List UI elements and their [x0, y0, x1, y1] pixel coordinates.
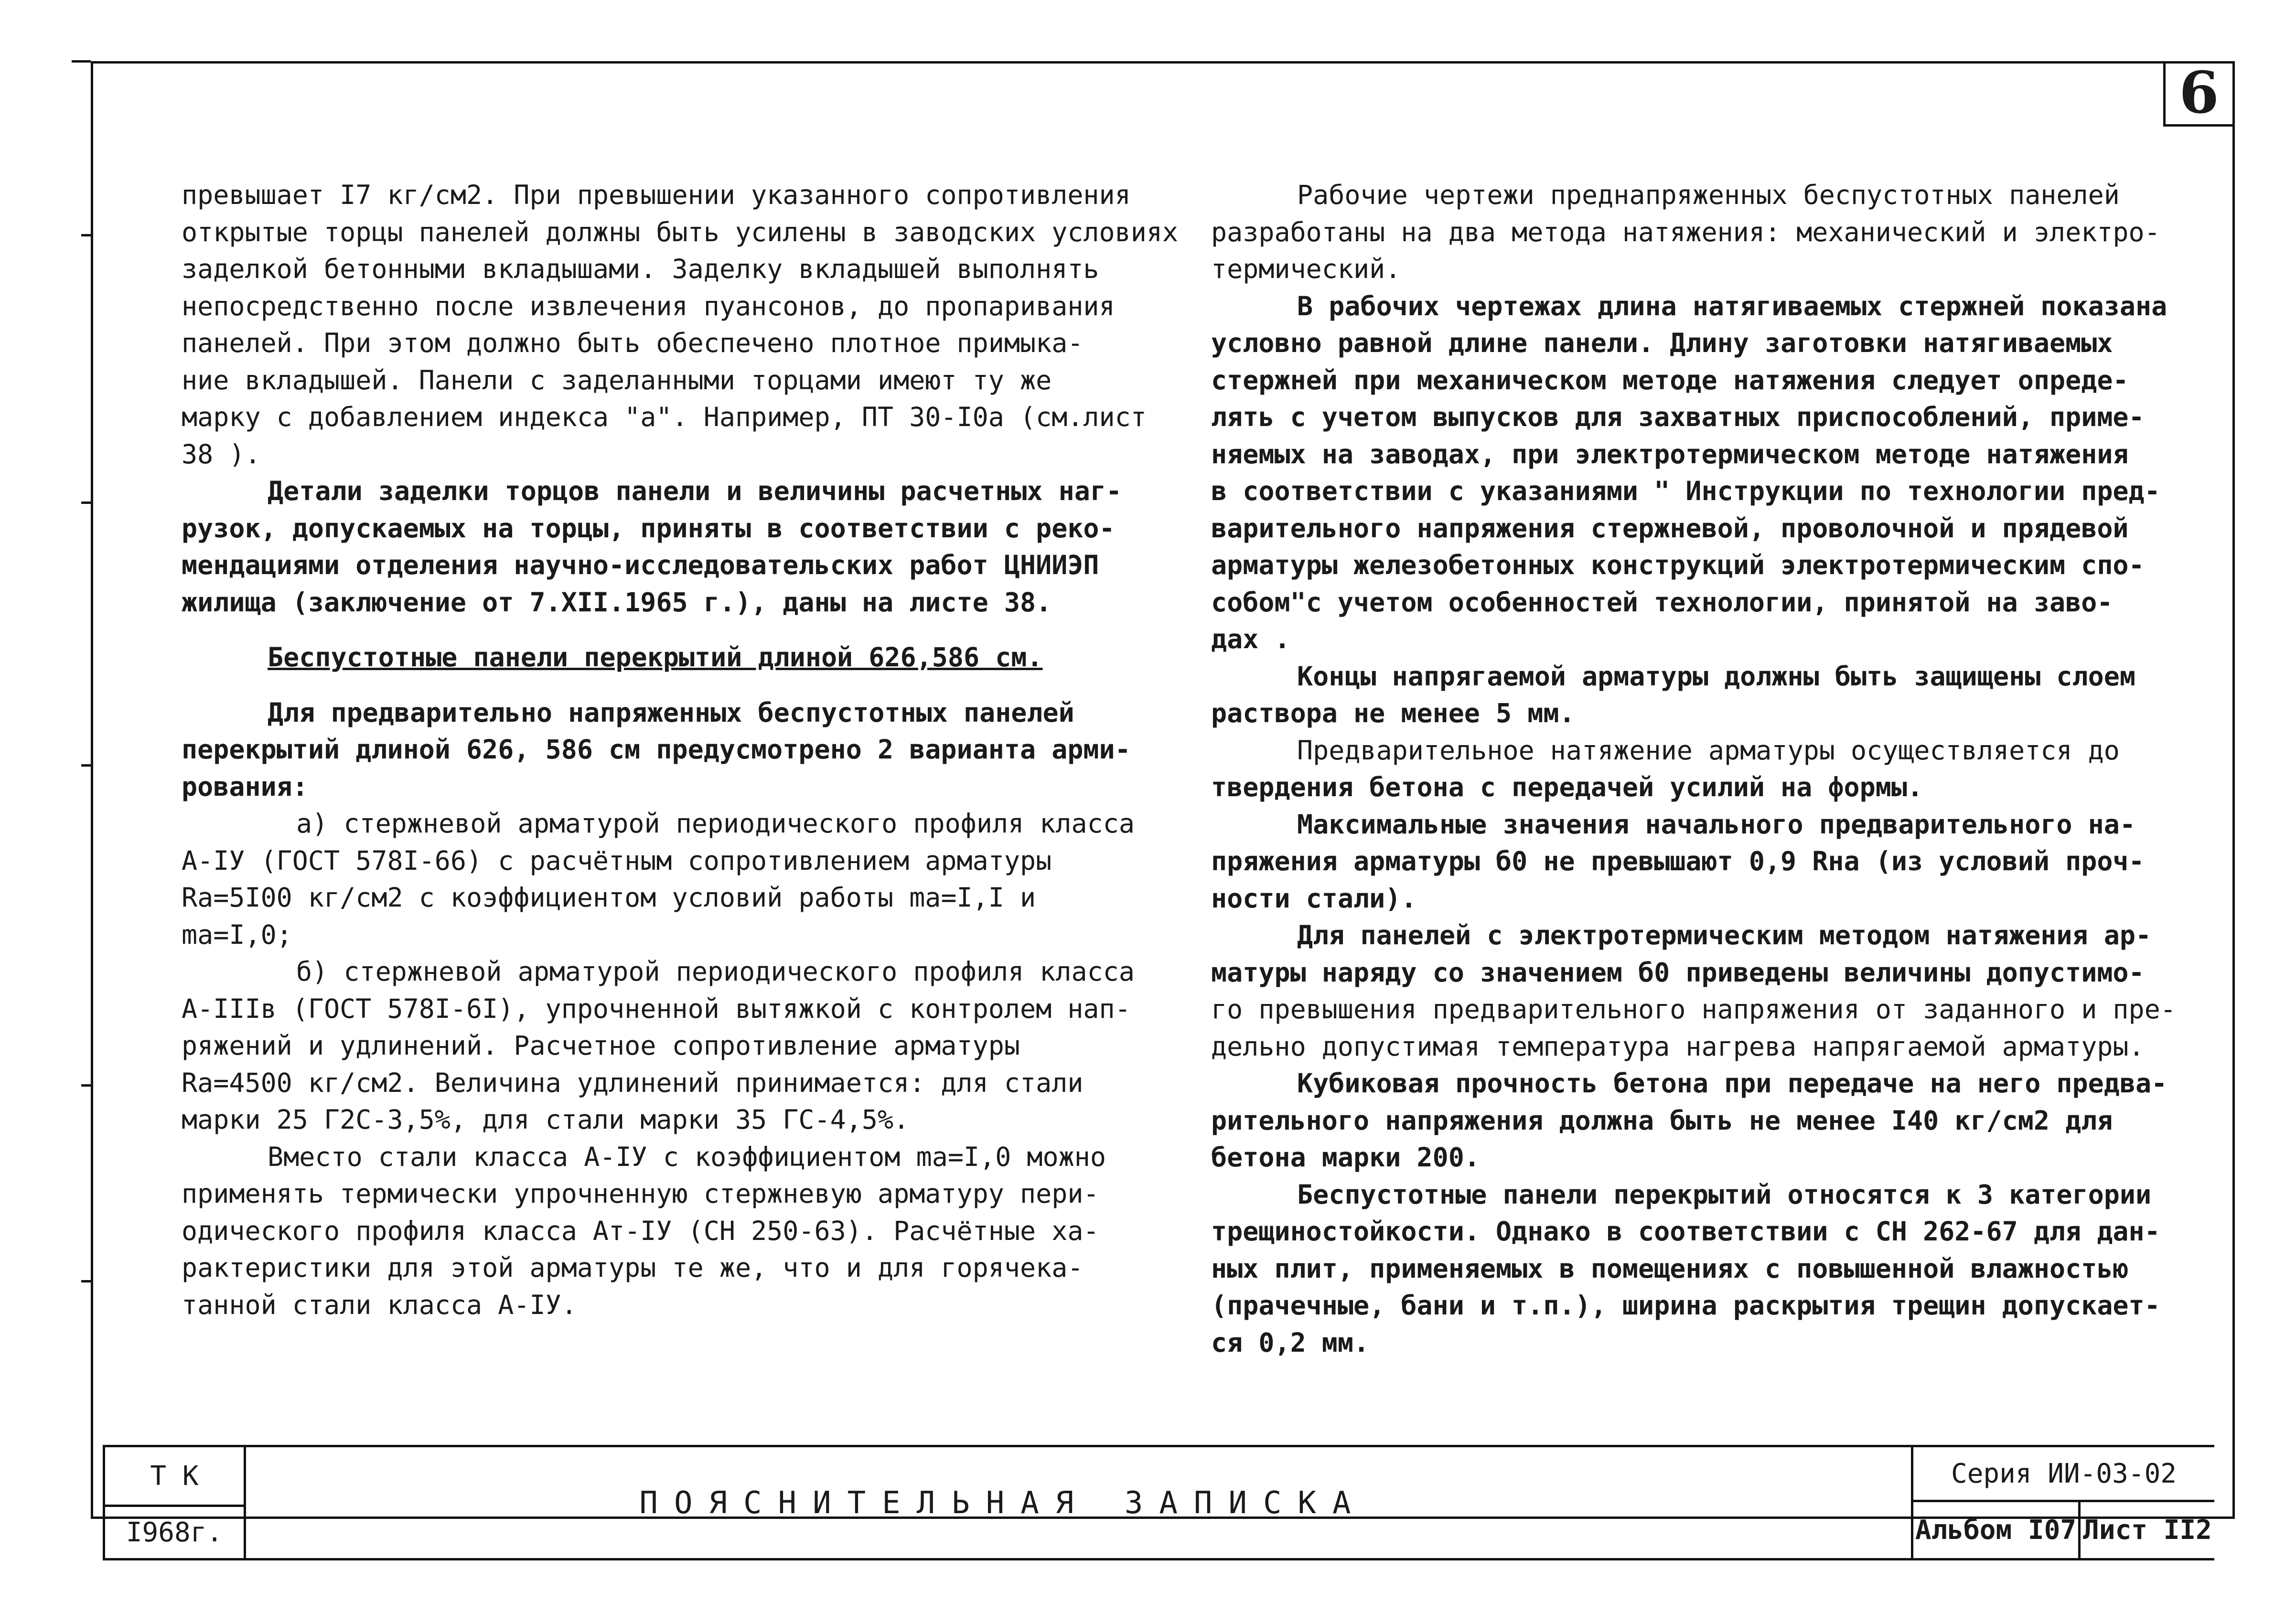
title-block-divider: [244, 1445, 246, 1560]
line-text: Для панелей с электротермическим методом натяжения ар-: [1297, 920, 2152, 951]
line-text: заделкой бетонными вкладышами. Заделку вкладышей выполнять: [182, 254, 1099, 284]
text-line: [1211, 1213, 2190, 1250]
line-text: Максимальные значения начального предварительного на-: [1297, 809, 2135, 840]
text-line: [1211, 325, 2190, 362]
document-title: ПОЯСНИТЕЛЬНАЯ ЗАПИСКА: [639, 1485, 1367, 1521]
line-text: бетона марки 200.: [1211, 1142, 1480, 1173]
line-text: матуры наряду со значением б0 приведены величины допустимо-: [1211, 957, 2145, 988]
line-text: варительного напряжения стержневой, проволочной и прядевой: [1211, 513, 2129, 544]
line-text: Детали заделки торцов панели и величины расчетных наг-: [268, 476, 1122, 506]
text-line: [1211, 362, 2190, 399]
line-text: трещиностойкости. Однако в соответствии с СН 262-67 для дан-: [1211, 1216, 2160, 1247]
text-line: [1211, 769, 2190, 806]
text-line: [182, 1139, 1147, 1176]
line-text: Концы напрягаемой арматуры должны быть защищены слоем: [1297, 661, 2135, 692]
line-text: применять термически упрочненную стержневую арматуру пери-: [182, 1178, 1099, 1209]
line-text: твердения бетона с передачей усилий на формы.: [1211, 772, 1923, 802]
text-line: [1211, 1028, 2190, 1066]
text-line: [1211, 214, 2190, 251]
line-text: 38 ).: [182, 438, 261, 470]
text-line: [182, 436, 1147, 473]
text-line: [182, 214, 1179, 251]
line-text: термический.: [1211, 254, 1401, 284]
text-line: [182, 843, 1147, 880]
line-text: Кубиковая прочность бетона при передаче на него предва-: [1297, 1068, 2167, 1099]
text-line: [182, 991, 1147, 1028]
binding-tick: [81, 502, 92, 504]
line-text: лять с учетом выпусков для захватных приспособлений, приме-: [1211, 402, 2145, 432]
text-line: [1211, 880, 2190, 918]
line-text: одического профиля класса Ат-IУ (СН 250-63). Расчётные ха-: [182, 1215, 1099, 1246]
line-text: А-IIIв (ГОСТ 578I-6I), упрочненной вытяжкой с контролем нап-: [182, 993, 1131, 1024]
text-line: [1211, 1065, 2190, 1102]
text-line: [1211, 917, 2190, 954]
line-text: непосредственно после извлечения пуансонов, до пропаривания: [182, 290, 1115, 321]
text-line: [182, 805, 1147, 843]
line-text: А-IУ (ГОСТ 578I-66) с расчётным сопротивлением арматуры: [182, 845, 1052, 876]
text-line: [182, 1287, 1147, 1324]
org-code: Т К: [150, 1460, 199, 1492]
text-line: [1211, 1102, 2190, 1140]
line-text: ности стали).: [1211, 883, 1417, 914]
text-line: [182, 399, 1147, 436]
line-text: жилища (заключение от 7.XII.1965 г.), даны на листе 38.: [182, 587, 1052, 618]
text-line: [1211, 621, 2190, 658]
text-line: [1211, 547, 2190, 584]
line-text: Rа=4500 кг/см2. Величина удлинений принимается: для стали: [182, 1067, 1084, 1098]
line-text: условно равной длине панели. Длину заготовки натягиваемых: [1211, 328, 2113, 358]
line-text: мендациями отделения научно-исследовательских работ ЦНИИЭП: [182, 550, 1099, 580]
line-text: в соответствии с указаниями " Инструкции по технологии пред-: [1211, 476, 2160, 506]
line-text: дах .: [1211, 624, 1290, 654]
binding-tick: [81, 1280, 92, 1282]
line-text: раствора не менее 5 мм.: [1211, 698, 1575, 728]
line-text: mа=I,0;: [182, 919, 292, 950]
text-line: [1211, 658, 2190, 695]
paragraph-gap: [182, 676, 1147, 694]
line-text: рузок, допускаемых на торцы, приняты в соответствии с реко-: [182, 513, 1115, 544]
line-text: Рабочие чертежи преднапряженных беспустотных панелей: [1297, 180, 2120, 210]
text-line: [1211, 1287, 2190, 1324]
binding-tick: [81, 234, 92, 236]
line-text: Вместо стали класса А-IУ с коэффициентом mа=I,0 можно: [268, 1141, 1106, 1172]
line-text: ных плит, применяемых в помещениях с повышенной влажностью: [1211, 1253, 2129, 1284]
text-line: [1211, 1176, 2190, 1214]
text-line: [182, 1027, 1147, 1065]
text-line: [1211, 473, 2190, 510]
line-text: ние вкладышей. Панели с заделанными торцами имеют ту же: [182, 364, 1052, 395]
line-text: марки 25 Г2С-3,5%, для стали марки 35 ГС-4,5%.: [182, 1104, 910, 1135]
line-text: танной стали класса А-IУ.: [182, 1289, 577, 1320]
line-text: ряжений и удлинений. Расчетное сопротивление арматуры: [182, 1030, 1020, 1061]
text-line: [182, 362, 1147, 399]
text-line: [182, 473, 1147, 510]
line-text: рактеристики для этой арматуры те же, что и для горячека-: [182, 1252, 1084, 1283]
text-line: [182, 1101, 1147, 1139]
title-block-bottom-rule: [103, 1558, 2214, 1560]
text-line: [182, 1175, 1147, 1213]
text-line: [1211, 1250, 2190, 1288]
text-line: [182, 288, 1147, 325]
text-line: [182, 1250, 1147, 1287]
text-line: [1211, 954, 2190, 992]
text-line: [1211, 732, 2190, 769]
line-text: Беспустотные панели перекрытий длиной 626,586 см.: [268, 642, 1043, 673]
text-line: [182, 917, 1147, 954]
text-line: [1211, 510, 2190, 547]
text-line: [182, 731, 1147, 769]
paragraph-gap: [182, 621, 1147, 639]
line-text: разработаны на два метода натяжения: механический и электро-: [1211, 216, 2160, 247]
text-line: [182, 177, 1147, 214]
text-line: [182, 879, 1147, 917]
line-text: арматуры железобетонных конструкций электротермическим спо-: [1211, 550, 2145, 580]
text-line: [1211, 584, 2190, 621]
line-text: превышает I7 кг/см2. При превышении указанного сопротивления: [182, 180, 1131, 210]
series-label: Серия ИИ-03-02: [1951, 1458, 2177, 1489]
album-label: Альбом I07: [1915, 1515, 2077, 1546]
line-text: ся 0,2 мм.: [1211, 1327, 1370, 1358]
left-text-column: [182, 177, 1179, 1324]
line-text: б) стержневой арматурой периодического профиля класса: [296, 956, 1135, 987]
text-line: [1211, 1139, 2190, 1176]
line-text: (прачечные, бани и т.п.), ширина раскрытия трещин допускает-: [1211, 1290, 2160, 1321]
text-line: [1211, 399, 2190, 436]
line-text: Для предварительно напряженных беспустотных панелей: [268, 697, 1074, 728]
text-line: [182, 584, 1147, 621]
text-line: [1211, 695, 2190, 732]
frame-edge-mark: [72, 60, 91, 63]
line-text: а) стержневой арматурой периодического профиля класса: [296, 808, 1135, 839]
text-line: [182, 769, 1147, 806]
line-text: перекрытий длиной 626, 586 см предусмотрено 2 варианта арми-: [182, 734, 1131, 765]
line-text: Предварительное натяжение арматуры осуществляется до: [1297, 735, 2120, 766]
text-line: [1211, 806, 2190, 844]
line-text: собом"с учетом особенностей технологии, принятой на заво-: [1211, 587, 2113, 618]
line-text: панелей. При этом должно быть обеспечено плотное примыка-: [182, 328, 1084, 358]
line-text: го превышения предварительного напряжения от заданного и пре-: [1211, 994, 2176, 1025]
line-text: Rа=5I00 кг/см2 с коэффициентом условий работы mа=I,I и: [182, 882, 1036, 913]
text-line: [182, 325, 1147, 362]
text-line: [1211, 436, 2190, 473]
line-text: рования:: [182, 771, 308, 802]
text-line: [1211, 1324, 2190, 1362]
line-text: рительного напряжения должна быть не менее I40 кг/см2 для: [1211, 1105, 2113, 1136]
line-text: пряжения арматуры б0 не превышают 0,9 Rна (из условий проч-: [1211, 846, 2145, 876]
text-line: [182, 953, 1147, 991]
text-line: [1211, 251, 2190, 288]
binding-tick: [81, 764, 92, 767]
text-line: [182, 1065, 1147, 1102]
text-line: [182, 1213, 1147, 1250]
text-line: [1211, 991, 2190, 1028]
line-text: Беспустотные панели перекрытий относятся к 3 категории: [1297, 1179, 2152, 1210]
line-text: стержней при механическом методе натяжения следует опреде-: [1211, 364, 2129, 395]
text-line: [182, 510, 1147, 547]
line-text: открытые торцы панелей должны быть усилены в заводских условиях: [182, 216, 1179, 247]
line-text: В рабочих чертежах длина натягиваемых стержней показана: [1297, 290, 2167, 321]
line-text: няемых на заводах, при электротермическом методе натяжения: [1211, 438, 2129, 470]
text-line: [182, 547, 1147, 584]
sheet-number: 6: [2163, 61, 2232, 127]
binding-tick: [81, 1084, 92, 1087]
section-heading: [182, 639, 1147, 676]
text-line: [1211, 843, 2190, 880]
year-label: I968г.: [126, 1517, 223, 1548]
title-block-top-rule: [103, 1445, 2214, 1447]
right-text-column: [1211, 177, 2190, 1361]
text-line: [182, 694, 1147, 732]
text-line: [182, 251, 1147, 288]
line-text: марку с добавлением индекса "а". Например, ПТ 30-I0а (см.лист: [182, 402, 1147, 432]
text-line: [1211, 177, 2190, 214]
sheet-label: Лист II2: [2083, 1515, 2212, 1546]
line-text: дельно допустимая температура нагрева напрягаемой арматуры.: [1211, 1031, 2145, 1062]
text-line: [1211, 288, 2190, 325]
